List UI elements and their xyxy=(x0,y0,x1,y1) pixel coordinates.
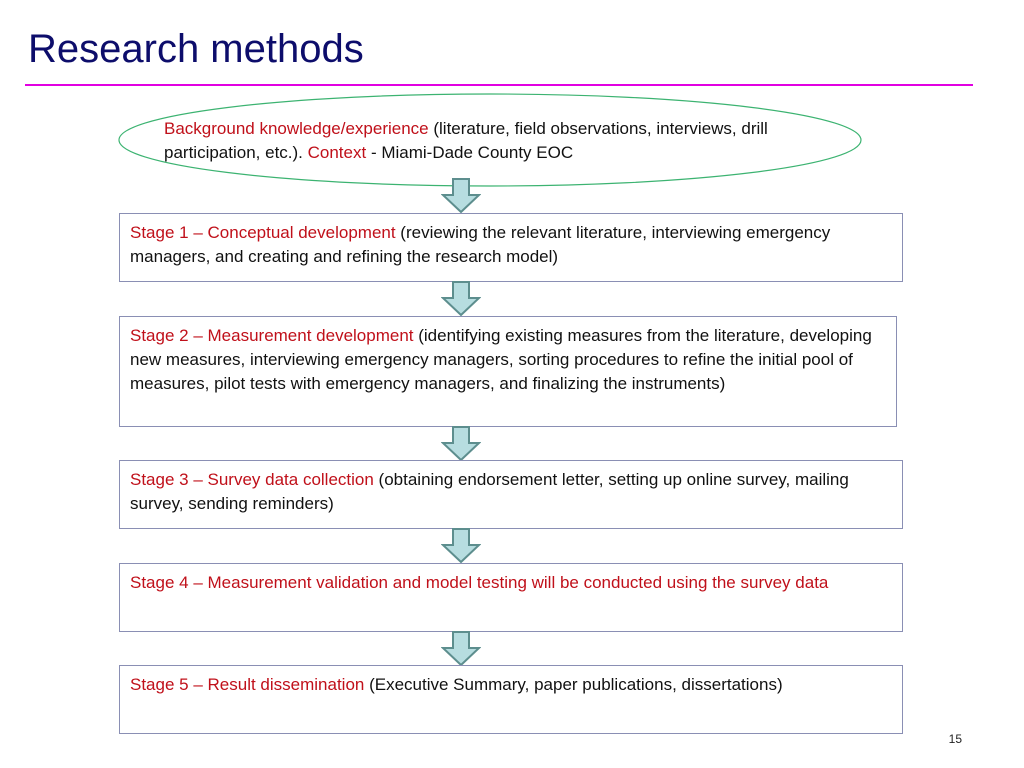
stage-3-title: Stage 3 – Survey data collection xyxy=(130,470,374,489)
page-number: 15 xyxy=(948,732,962,746)
stage-1-description: (reviewing the relevant literature, interviewing emergency managers, and creating and refining the research model) xyxy=(130,223,831,266)
title-underline xyxy=(25,84,973,86)
context-detail: - Miami-Dade County EOC xyxy=(366,143,574,162)
stage-4-box xyxy=(119,563,903,632)
down-arrow-icon xyxy=(441,528,481,564)
down-arrow-icon xyxy=(441,178,481,214)
background-knowledge-label: Background knowledge/experience xyxy=(164,119,429,138)
slide-title: Research methods xyxy=(28,27,364,71)
stage-1-title: Stage 1 – Conceptual development xyxy=(130,223,396,242)
stage-2-title: Stage 2 – Measurement development xyxy=(130,326,414,345)
stage-4-title: Stage 4 – Measurement validation and model testing will be conducted using the survey data xyxy=(130,573,829,592)
stage-3-box xyxy=(119,460,903,529)
stage-5-title: Stage 5 – Result dissemination xyxy=(130,675,365,694)
stage-2-description: (identifying existing measures from the literature, developing new measures, interviewing emergency managers, sorting procedures to refine the initial pool of measures, pilot tests with emergency managers, and finalizing the instruments) xyxy=(130,326,872,393)
down-arrow-icon xyxy=(441,281,481,317)
stage-3-description: (obtaining endorsement letter, setting up online survey, mailing survey, sending reminders) xyxy=(130,470,849,513)
context-label: Context xyxy=(307,143,367,162)
down-arrow-icon xyxy=(441,426,481,462)
stage-5-description: (Executive Summary, paper publications, dissertations) xyxy=(364,675,783,694)
background-knowledge-detail: (literature, field observations, interviews, drill participation, etc.). xyxy=(164,119,768,162)
stage-5-box xyxy=(119,665,903,734)
down-arrow-icon xyxy=(441,631,481,667)
stage-1-box xyxy=(119,213,903,282)
stage-2-box xyxy=(119,316,897,427)
background-knowledge-text xyxy=(164,117,854,165)
